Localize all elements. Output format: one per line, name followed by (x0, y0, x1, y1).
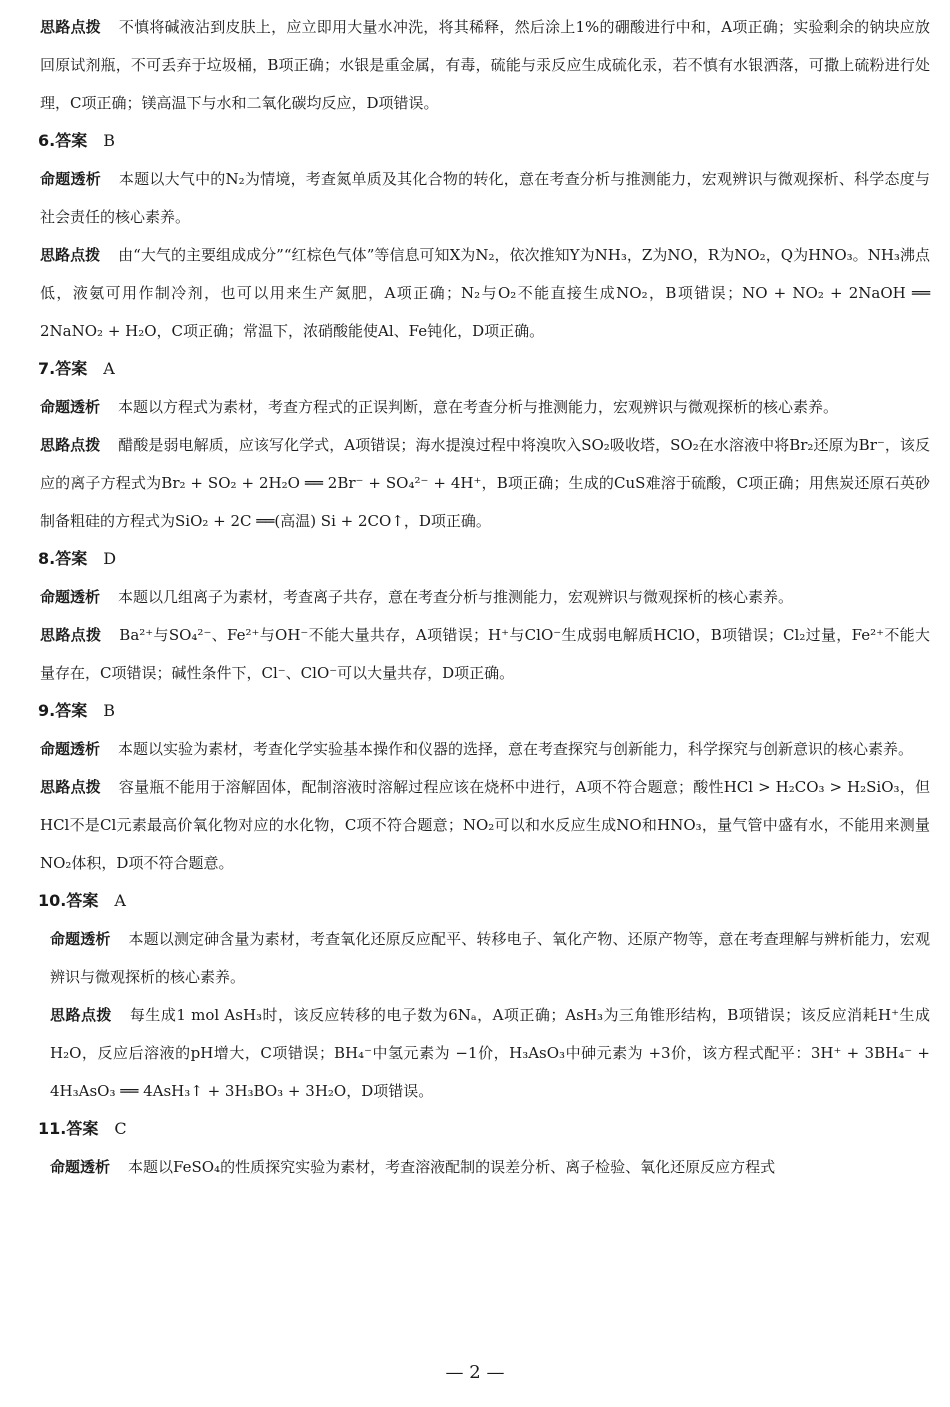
analysis-label: 思路点拨 (40, 436, 101, 454)
question-8-section (40, 540, 930, 692)
intent-label: 命题透析 (40, 170, 101, 188)
intent-text: 本题以几组离子为素材，考查离子共存，意在考查分析与推测能力，宏观辨识与微观探析的核心素养。 (118, 588, 794, 606)
intent-paragraph (40, 388, 930, 426)
intent-text: 本题以大气中的N₂为情境，考查氮单质及其化合物的转化，意在考查分析与推测能力，宏观辨识与微观探析、科学态度与社会责任的核心素养。 (40, 170, 930, 226)
answer-label: 答案 (55, 701, 88, 720)
analysis-paragraph (40, 996, 930, 1110)
answer-label: 答案 (66, 1119, 99, 1138)
analysis-paragraph (40, 768, 930, 882)
intent-label: 命题透析 (50, 1158, 111, 1176)
intent-paragraph (40, 578, 930, 616)
analysis-paragraph (40, 8, 930, 122)
question-7-section (40, 350, 930, 540)
question-number: 9. (38, 701, 56, 720)
question-10-section (40, 882, 930, 1110)
answer-heading (38, 882, 930, 920)
answer-heading (38, 350, 930, 388)
intent-text: 本题以FeSO₄的性质探究实验为素材，考查溶液配制的误差分析、离子检验、氧化还原反应方程式 (128, 1158, 776, 1176)
intent-text: 本题以测定砷含量为素材，考查氧化还原反应配平、转移电子、氧化产物、还原产物等，意在考查理解与辨析能力，宏观辨识与微观探析的核心素养。 (50, 930, 930, 986)
analysis-text: 不慎将碱液沾到皮肤上，应立即用大量水冲洗，将其稀释，然后涂上1%的硼酸进行中和，A项正确；实验剩余的钠块应放回原试剂瓶，不可丢弃于垃圾桶，B项正确；水银是重金属，有毒，硫能与汞反应生成硫化汞，若不慎有水银洒落，可撒上硫粉进行处理，C项正确；镁高温下与水和二氧化碳均反应，D项错误。 (40, 18, 930, 112)
intent-label: 命题透析 (40, 398, 101, 416)
question-11-section (40, 1110, 930, 1186)
analysis-label: 思路点拨 (40, 246, 101, 264)
answer-value: A (114, 891, 126, 910)
question-9-section (40, 692, 930, 882)
answer-heading (38, 540, 930, 578)
analysis-label: 思路点拨 (40, 778, 101, 796)
question-number: 8. (38, 549, 56, 568)
intent-text: 本题以方程式为素材，考查方程式的正误判断，意在考查分析与推测能力，宏观辨识与微观探析的核心素养。 (118, 398, 839, 416)
intent-label: 命题透析 (40, 588, 101, 606)
answer-label: 答案 (55, 131, 88, 150)
question-5-section (40, 8, 930, 122)
answer-label: 答案 (55, 549, 88, 568)
question-number: 6. (38, 131, 56, 150)
analysis-paragraph (40, 236, 930, 350)
intent-paragraph (40, 730, 930, 768)
answer-value: B (103, 701, 115, 720)
intent-paragraph (40, 160, 930, 236)
question-number: 7. (38, 359, 56, 378)
intent-label: 命题透析 (50, 930, 111, 948)
intent-label: 命题透析 (40, 740, 101, 758)
analysis-label: 思路点拨 (40, 626, 102, 644)
answer-value: D (103, 549, 117, 568)
answer-label: 答案 (66, 891, 99, 910)
answer-value: C (114, 1119, 127, 1138)
intent-paragraph (40, 1148, 930, 1186)
analysis-text: 由“大气的主要组成成分”“红棕色气体”等信息可知X为N₂，依次推知Y为NH₃，Z为NO，R为NO₂，Q为HNO₃。NH₃沸点低，液氨可用作制冷剂，也可以用来生产氮肥，A项正确；N₂与O₂不能直接生成NO₂，B项错误；NO + NO₂ + 2NaOH ══ 2NaNO₂ + H₂O，C项正确；常温下，浓硝酸能使Al、Fe钝化，D项正确。 (40, 246, 930, 340)
document-page (40, 8, 930, 1186)
answer-label: 答案 (55, 359, 88, 378)
analysis-text: 醋酸是弱电解质，应该写化学式，A项错误；海水提溴过程中将溴吹入SO₂吸收塔，SO₂在水溶液中将Br₂还原为Br⁻，该反应的离子方程式为Br₂ + SO₂ + 2H₂O ══ 2Br⁻ + SO₄²⁻ + 4H⁺，B项正确；生成的CuS难溶于硫酸，C项正确；用焦炭还原石英砂制备粗硅的方程式为SiO₂ + 2C ══(高温) Si + 2CO↑，D项正确。 (40, 436, 930, 530)
analysis-label: 思路点拨 (50, 1006, 112, 1024)
question-number: 10. (38, 891, 67, 910)
answer-heading (38, 692, 930, 730)
analysis-text: Ba²⁺与SO₄²⁻、Fe²⁺与OH⁻不能大量共存，A项错误；H⁺与ClO⁻生成弱电解质HClO，B项错误；Cl₂过量，Fe²⁺不能大量存在，C项错误；碱性条件下，Cl⁻、ClO⁻可以大量共存，D项正确。 (40, 626, 930, 682)
question-6-section (40, 122, 930, 350)
answer-heading (38, 1110, 930, 1148)
analysis-text: 容量瓶不能用于溶解固体，配制溶液时溶解过程应该在烧杯中进行，A项不符合题意；酸性HCl > H₂CO₃ > H₂SiO₃，但HCl不是Cl元素最高价氧化物对应的水化物，C项不符合题意；NO₂可以和水反应生成NO和HNO₃，量气管中盛有水，不能用来测量NO₂体积，D项不符合题意。 (40, 778, 930, 872)
answer-value: B (103, 131, 115, 150)
intent-text: 本题以实验为素材，考查化学实验基本操作和仪器的选择，意在考查探究与创新能力，科学探究与创新意识的核心素养。 (118, 740, 914, 758)
question-number: 11. (38, 1119, 67, 1138)
analysis-label: 思路点拨 (40, 18, 101, 36)
intent-paragraph (40, 920, 930, 996)
analysis-paragraph (40, 616, 930, 692)
analysis-text: 每生成1 mol AsH₃时，该反应转移的电子数为6Nₐ，A项正确；AsH₃为三角锥形结构，B项错误；该反应消耗H⁺生成H₂O，反应后溶液的pH增大，C项错误；BH₄⁻中氢元素为 −1价，H₃AsO₃中砷元素为 +3价，该方程式配平：3H⁺ + 3BH₄⁻ + 4H₃AsO₃ ══ 4AsH₃↑ + 3H₃BO₃ + 3H₂O，D项错误。 (50, 1006, 930, 1100)
answer-heading (38, 122, 930, 160)
answer-value: A (103, 359, 115, 378)
analysis-paragraph (40, 426, 930, 540)
page-number: — 2 — (445, 1362, 505, 1383)
